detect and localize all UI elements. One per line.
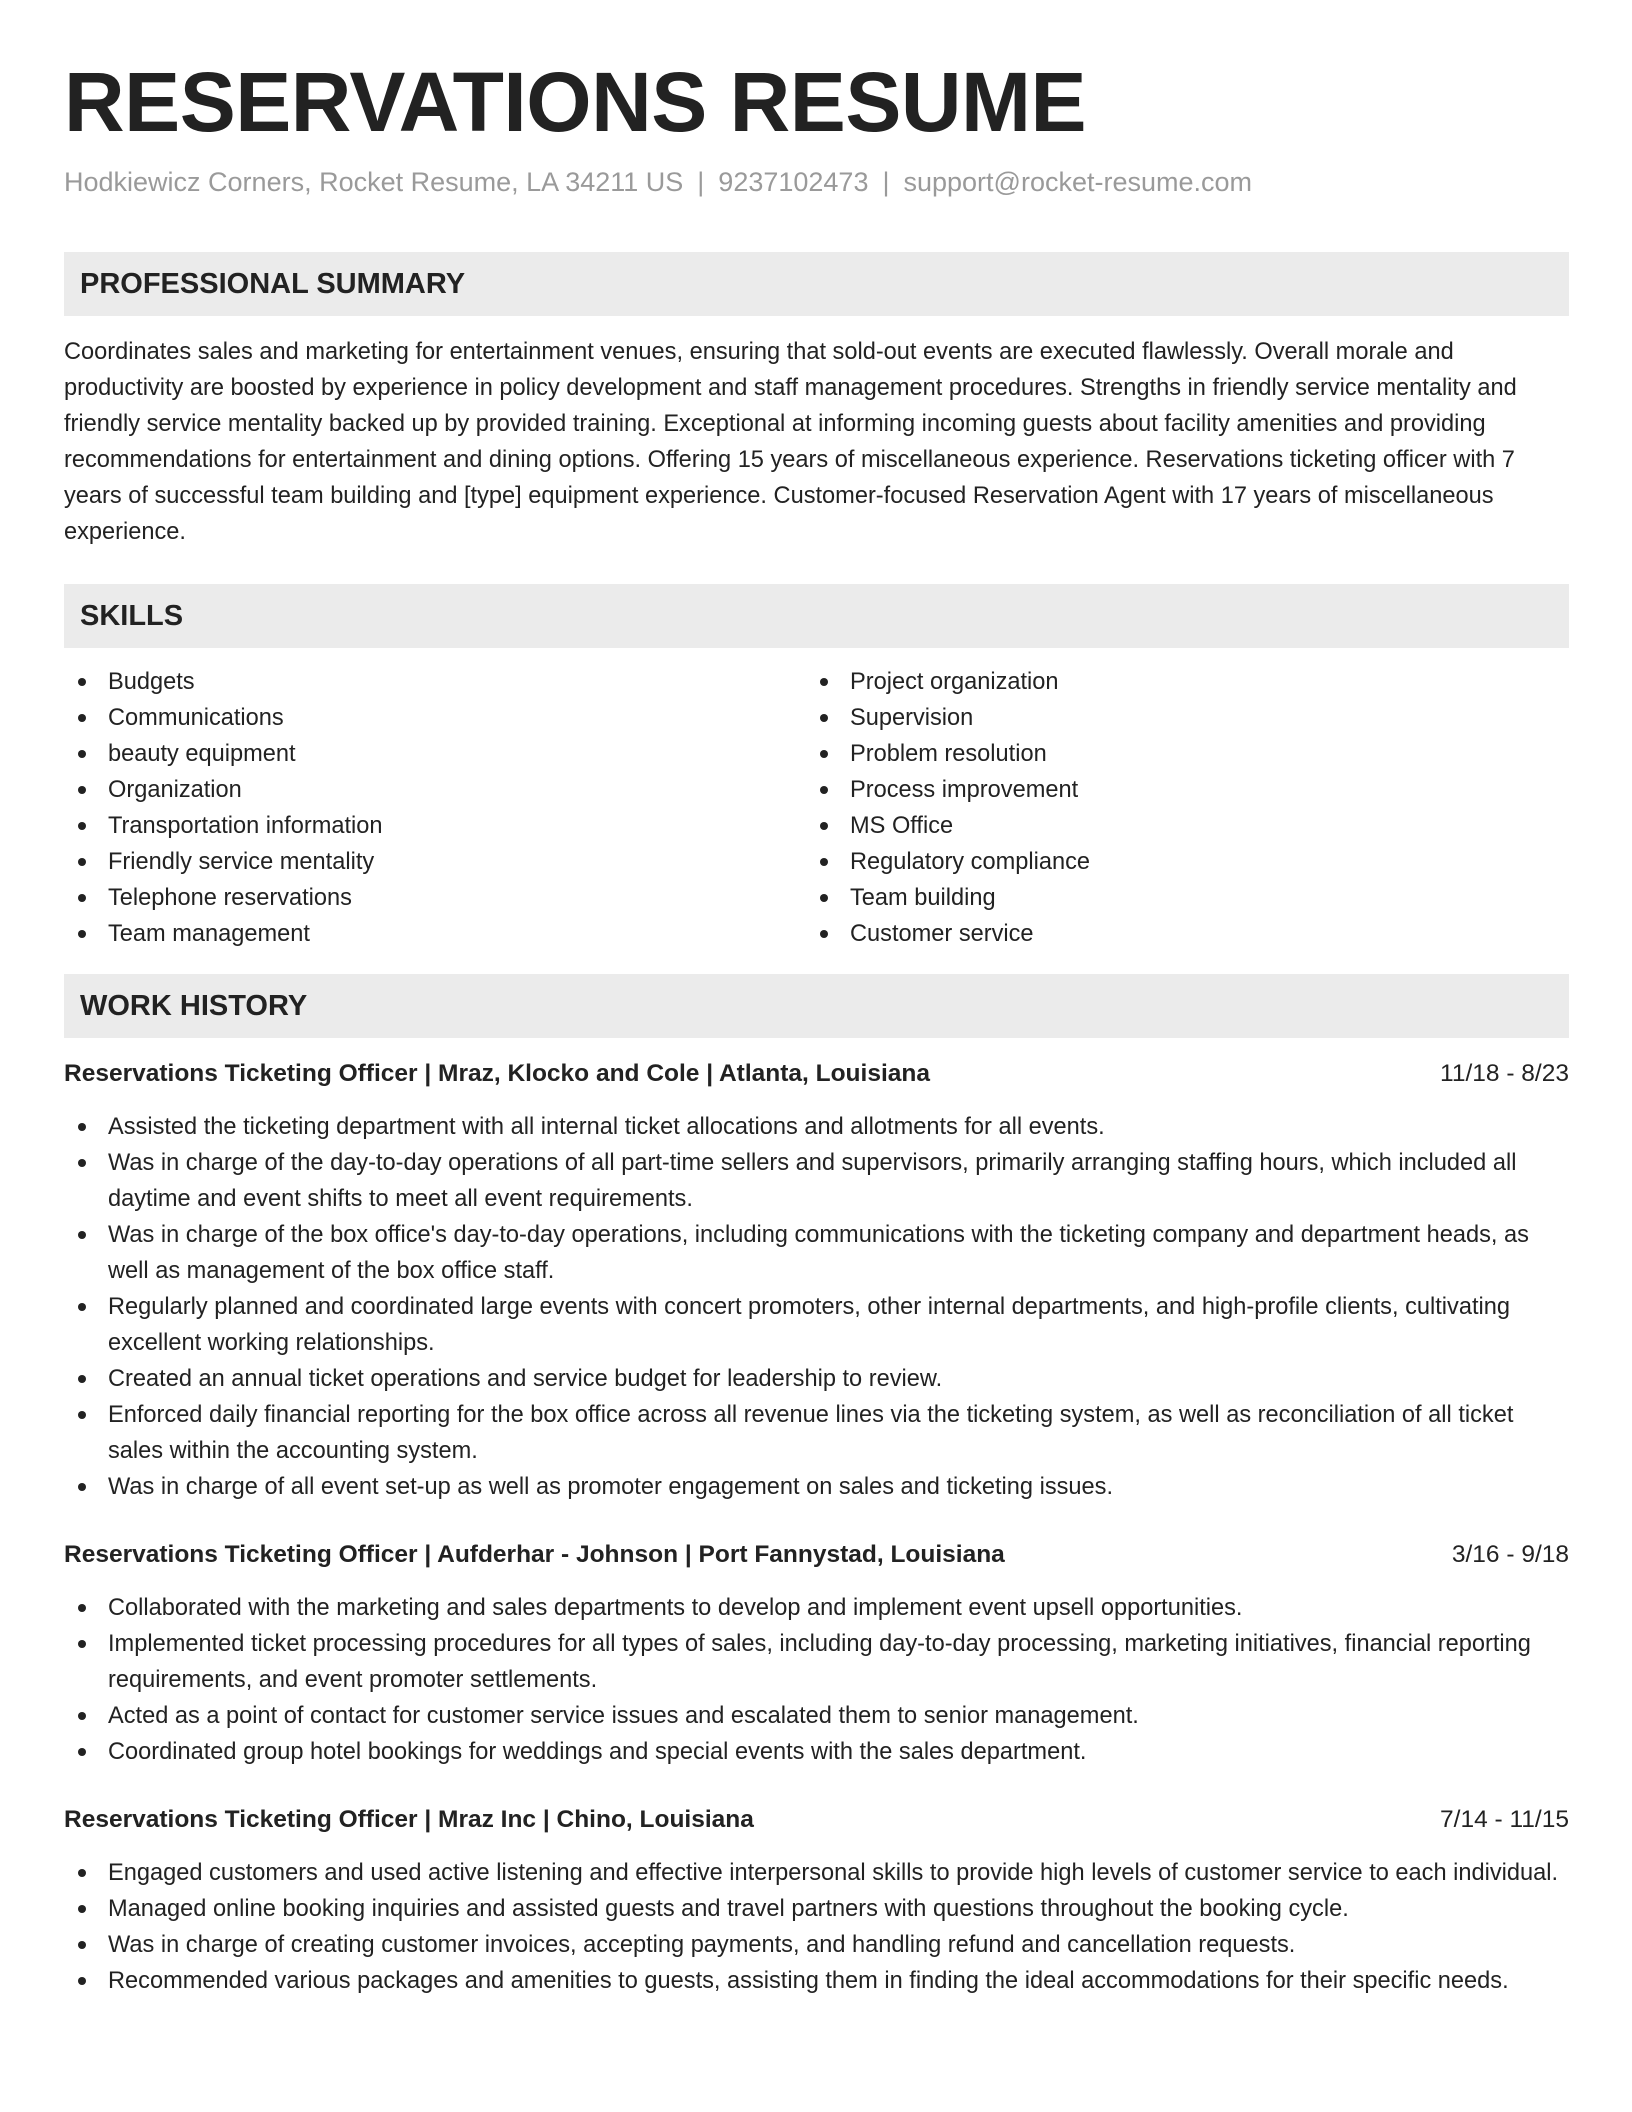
job-dates: 11/18 - 8/23 (1440, 1060, 1569, 1087)
job-header (64, 1056, 1569, 1092)
job-bullet: Implemented ticket processing procedures for all types of sales, including day-to-day processing, marketing initiatives, financial reporting requirements, and event promoter settlements. (64, 1626, 1569, 1698)
skill-item: Communications (64, 700, 806, 736)
contact-phone: 9237102473 (718, 167, 869, 197)
job-title: Reservations Ticketing Officer | Aufderhar - Johnson | Port Fannystad, Louisiana (64, 1541, 1005, 1568)
skills-column-right (806, 664, 1548, 952)
job-bullet: Was in charge of all event set-up as well as promoter engagement on sales and ticketing issues. (64, 1469, 1569, 1505)
job-bullet: Coordinated group hotel bookings for weddings and special events with the sales department. (64, 1734, 1569, 1770)
skill-item: Project organization (806, 664, 1548, 700)
job-dates: 3/16 - 9/18 (1451, 1541, 1569, 1568)
skill-item: Team management (64, 916, 806, 952)
job-bullet: Enforced daily financial reporting for the box office across all revenue lines via the ticketing system, as well as reconciliation of all ticket sales within the accounting system. (64, 1397, 1569, 1469)
section-header-summary: PROFESSIONAL SUMMARY (64, 252, 1569, 316)
job-bullet: Engaged customers and used active listening and effective interpersonal skills to provide high levels of customer service to each individual. (64, 1855, 1569, 1891)
job-bullet: Recommended various packages and amenities to guests, assisting them in finding the ideal accommodations for their specific needs. (64, 1963, 1569, 1999)
job-bullet: Was in charge of the day-to-day operations of all part-time sellers and supervisors, primarily arranging staffing hours, which included all daytime and event shifts to meet all event requirements. (64, 1145, 1569, 1217)
job-entry (64, 1537, 1569, 1770)
summary-text: Coordinates sales and marketing for entertainment venues, ensuring that sold-out events are executed flawlessly. Overall morale and productivity are boosted by experience in policy development and staff management procedures. Strengths in friendly service mentality and friendly service mentality backed up by provided training. Exceptional at informing incoming guests about facility amenities and providing recommendations for entertainment and dining options. Offering 15 years of miscellaneous experience. Reservations ticketing officer with 7 years of successful team building and [type] equipment experience. Customer-focused Reservation Agent with 17 years of miscellaneous experience. (64, 339, 1517, 545)
job-header (64, 1802, 1569, 1838)
contact-line (64, 164, 1569, 200)
skill-item: Team building (806, 880, 1548, 916)
job-bullet: Acted as a point of contact for customer service issues and escalated them to senior management. (64, 1698, 1569, 1734)
skill-item: Transportation information (64, 808, 806, 844)
job-bullets (64, 1590, 1569, 1770)
job-entry (64, 1056, 1569, 1505)
section-header-skills: SKILLS (64, 584, 1569, 648)
skills-grid (64, 664, 1569, 952)
resume-page (64, 52, 1569, 1999)
job-title: Reservations Ticketing Officer | Mraz Inc | Chino, Louisiana (64, 1806, 754, 1833)
skill-item: Budgets (64, 664, 806, 700)
skill-item: Organization (64, 772, 806, 808)
job-bullet: Regularly planned and coordinated large events with concert promoters, other internal departments, and high-profile clients, cultivating excellent working relationships. (64, 1289, 1569, 1361)
job-bullet: Collaborated with the marketing and sales departments to develop and implement event upsell opportunities. (64, 1590, 1569, 1626)
skills-column-left (64, 664, 806, 952)
section-header-work-history: WORK HISTORY (64, 974, 1569, 1038)
contact-email: support@rocket-resume.com (903, 167, 1253, 197)
contact-separator: | (697, 167, 705, 197)
skill-item: Telephone reservations (64, 880, 806, 916)
job-bullets (64, 1109, 1569, 1505)
contact-separator: | (882, 167, 890, 197)
job-title: Reservations Ticketing Officer | Mraz, Klocko and Cole | Atlanta, Louisiana (64, 1060, 930, 1087)
skill-item: Supervision (806, 700, 1548, 736)
skill-item: Process improvement (806, 772, 1548, 808)
job-bullet: Was in charge of creating customer invoices, accepting payments, and handling refund and cancellation requests. (64, 1927, 1569, 1963)
skill-item: beauty equipment (64, 736, 806, 772)
job-dates: 7/14 - 11/15 (1440, 1806, 1569, 1833)
job-bullet: Assisted the ticketing department with all internal ticket allocations and allotments for all events. (64, 1109, 1569, 1145)
skill-item: MS Office (806, 808, 1548, 844)
job-bullets (64, 1855, 1569, 1999)
job-header (64, 1537, 1569, 1573)
job-bullet: Managed online booking inquiries and assisted guests and travel partners with questions throughout the booking cycle. (64, 1891, 1569, 1927)
job-bullet: Was in charge of the box office's day-to-day operations, including communications with the ticketing company and department heads, as well as management of the box office staff. (64, 1217, 1569, 1289)
resume-name: RESERVATIONS RESUME (64, 55, 1087, 149)
job-entry (64, 1802, 1569, 1999)
skill-item: Friendly service mentality (64, 844, 806, 880)
contact-address: Hodkiewicz Corners, Rocket Resume, LA 34211 US (64, 167, 684, 197)
job-bullet: Created an annual ticket operations and service budget for leadership to review. (64, 1361, 1569, 1397)
skill-item: Regulatory compliance (806, 844, 1548, 880)
skill-item: Customer service (806, 916, 1548, 952)
skill-item: Problem resolution (806, 736, 1548, 772)
